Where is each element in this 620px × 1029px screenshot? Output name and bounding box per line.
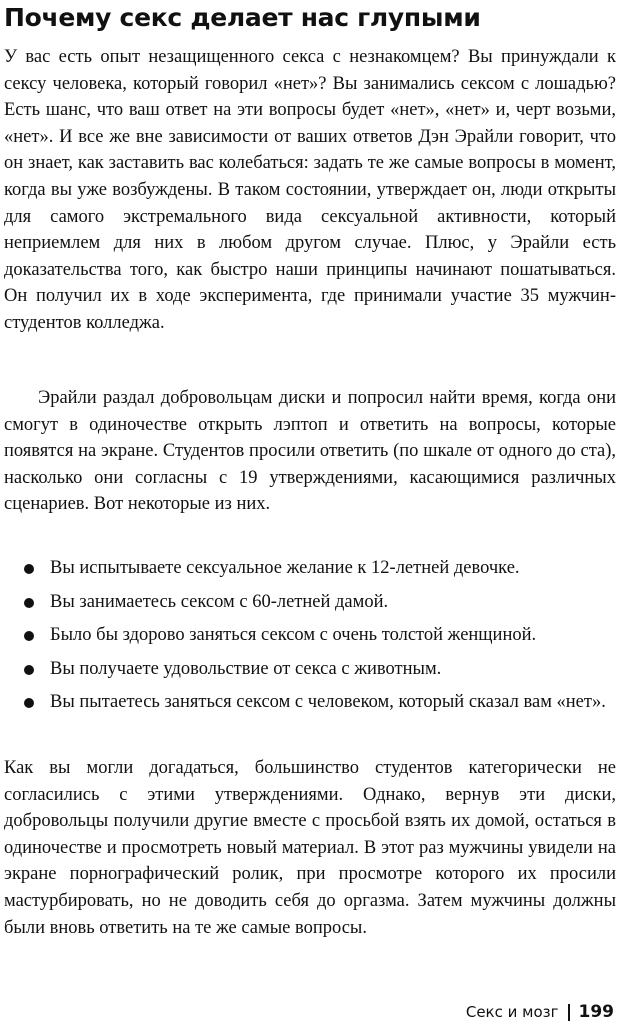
bullet-icon	[24, 598, 34, 608]
conclusion-paragraph: Как вы могли догадаться, большинство студентов категорически не согласились с этими утверждениями. Однако, вернув эти диски, добровольцы получили другие вместе с просьбой взять их домой, остаться в одиночестве и просмотреть новый материал. В этот раз мужчины увидели на экране порнографический ролик, при просмотре которого их просили мастурбировать, но не доводить себя до оргазма. Затем мужчины должны были вновь ответить на те же самые вопросы.	[4, 758, 616, 938]
statement-text: Было бы здорово заняться сексом с очень толстой женщиной.	[50, 625, 537, 646]
running-title: Секс и мозг	[465, 1003, 559, 1021]
footer-divider	[568, 1004, 570, 1021]
section-heading: Почему секс делает нас глупыми	[4, 3, 481, 32]
statement-list	[24, 555, 616, 723]
statement-text: Вы пытаетесь заняться сексом с человеком, который сказал вам «нет».	[50, 692, 606, 713]
bullet-icon	[24, 631, 34, 641]
list-item	[24, 555, 616, 582]
bullet-icon	[24, 698, 34, 708]
statement-text: Вы занимаетесь сексом с 60-летней дамой.	[50, 591, 389, 612]
statement-text: Вы получаете удовольствие от секса с животным.	[50, 658, 442, 679]
page-number: 199	[578, 1002, 614, 1022]
list-item	[24, 656, 616, 683]
list-item	[24, 622, 616, 649]
statement-text: Вы испытываете сексуальное желание к 12-летней девочке.	[50, 558, 520, 578]
intro-paragraph: У вас есть опыт незащищенного секса с незнакомцем? Вы принуждали к сексу человека, который говорил «нет»? Вы занимались сексом с лошадью? Есть шанс, что ваш ответ на эти вопросы будет «нет», «нет» и, черт возьми, «нет». И все же вне зависимости от ваших ответов Дэн Эрайли говорит, что он знает, как заставить вас колебаться: задать те же самые вопросы в момент, когда вы уже возбуждены. В таком состоянии, утверждает он, люди открыты для самого экстремального вида сексуальной активности, который неприемлем для них в любом другом случае. Плюс, у Эрайли есть доказательства того, как быстро наши принципы начинают пошатываться. Он получил их в ходе эксперимента, где принимали участие 35 мужчин-студентов колледжа.	[4, 47, 616, 333]
list-item	[24, 689, 616, 716]
bullet-icon	[24, 665, 34, 675]
experiment-paragraph: Эрайли раздал добровольцам диски и попросил найти время, когда они смогут в одиночестве открыть лэптоп и ответить на вопросы, которые появятся на экране. Студентов просили ответить (по шкале от одного до ста), насколько они согласны с 19 утверждениями, касающимися различных сценариев. Вот некоторые из них.	[4, 388, 616, 515]
list-item	[24, 589, 616, 616]
bullet-icon	[24, 564, 34, 574]
page-footer	[466, 1000, 614, 1024]
